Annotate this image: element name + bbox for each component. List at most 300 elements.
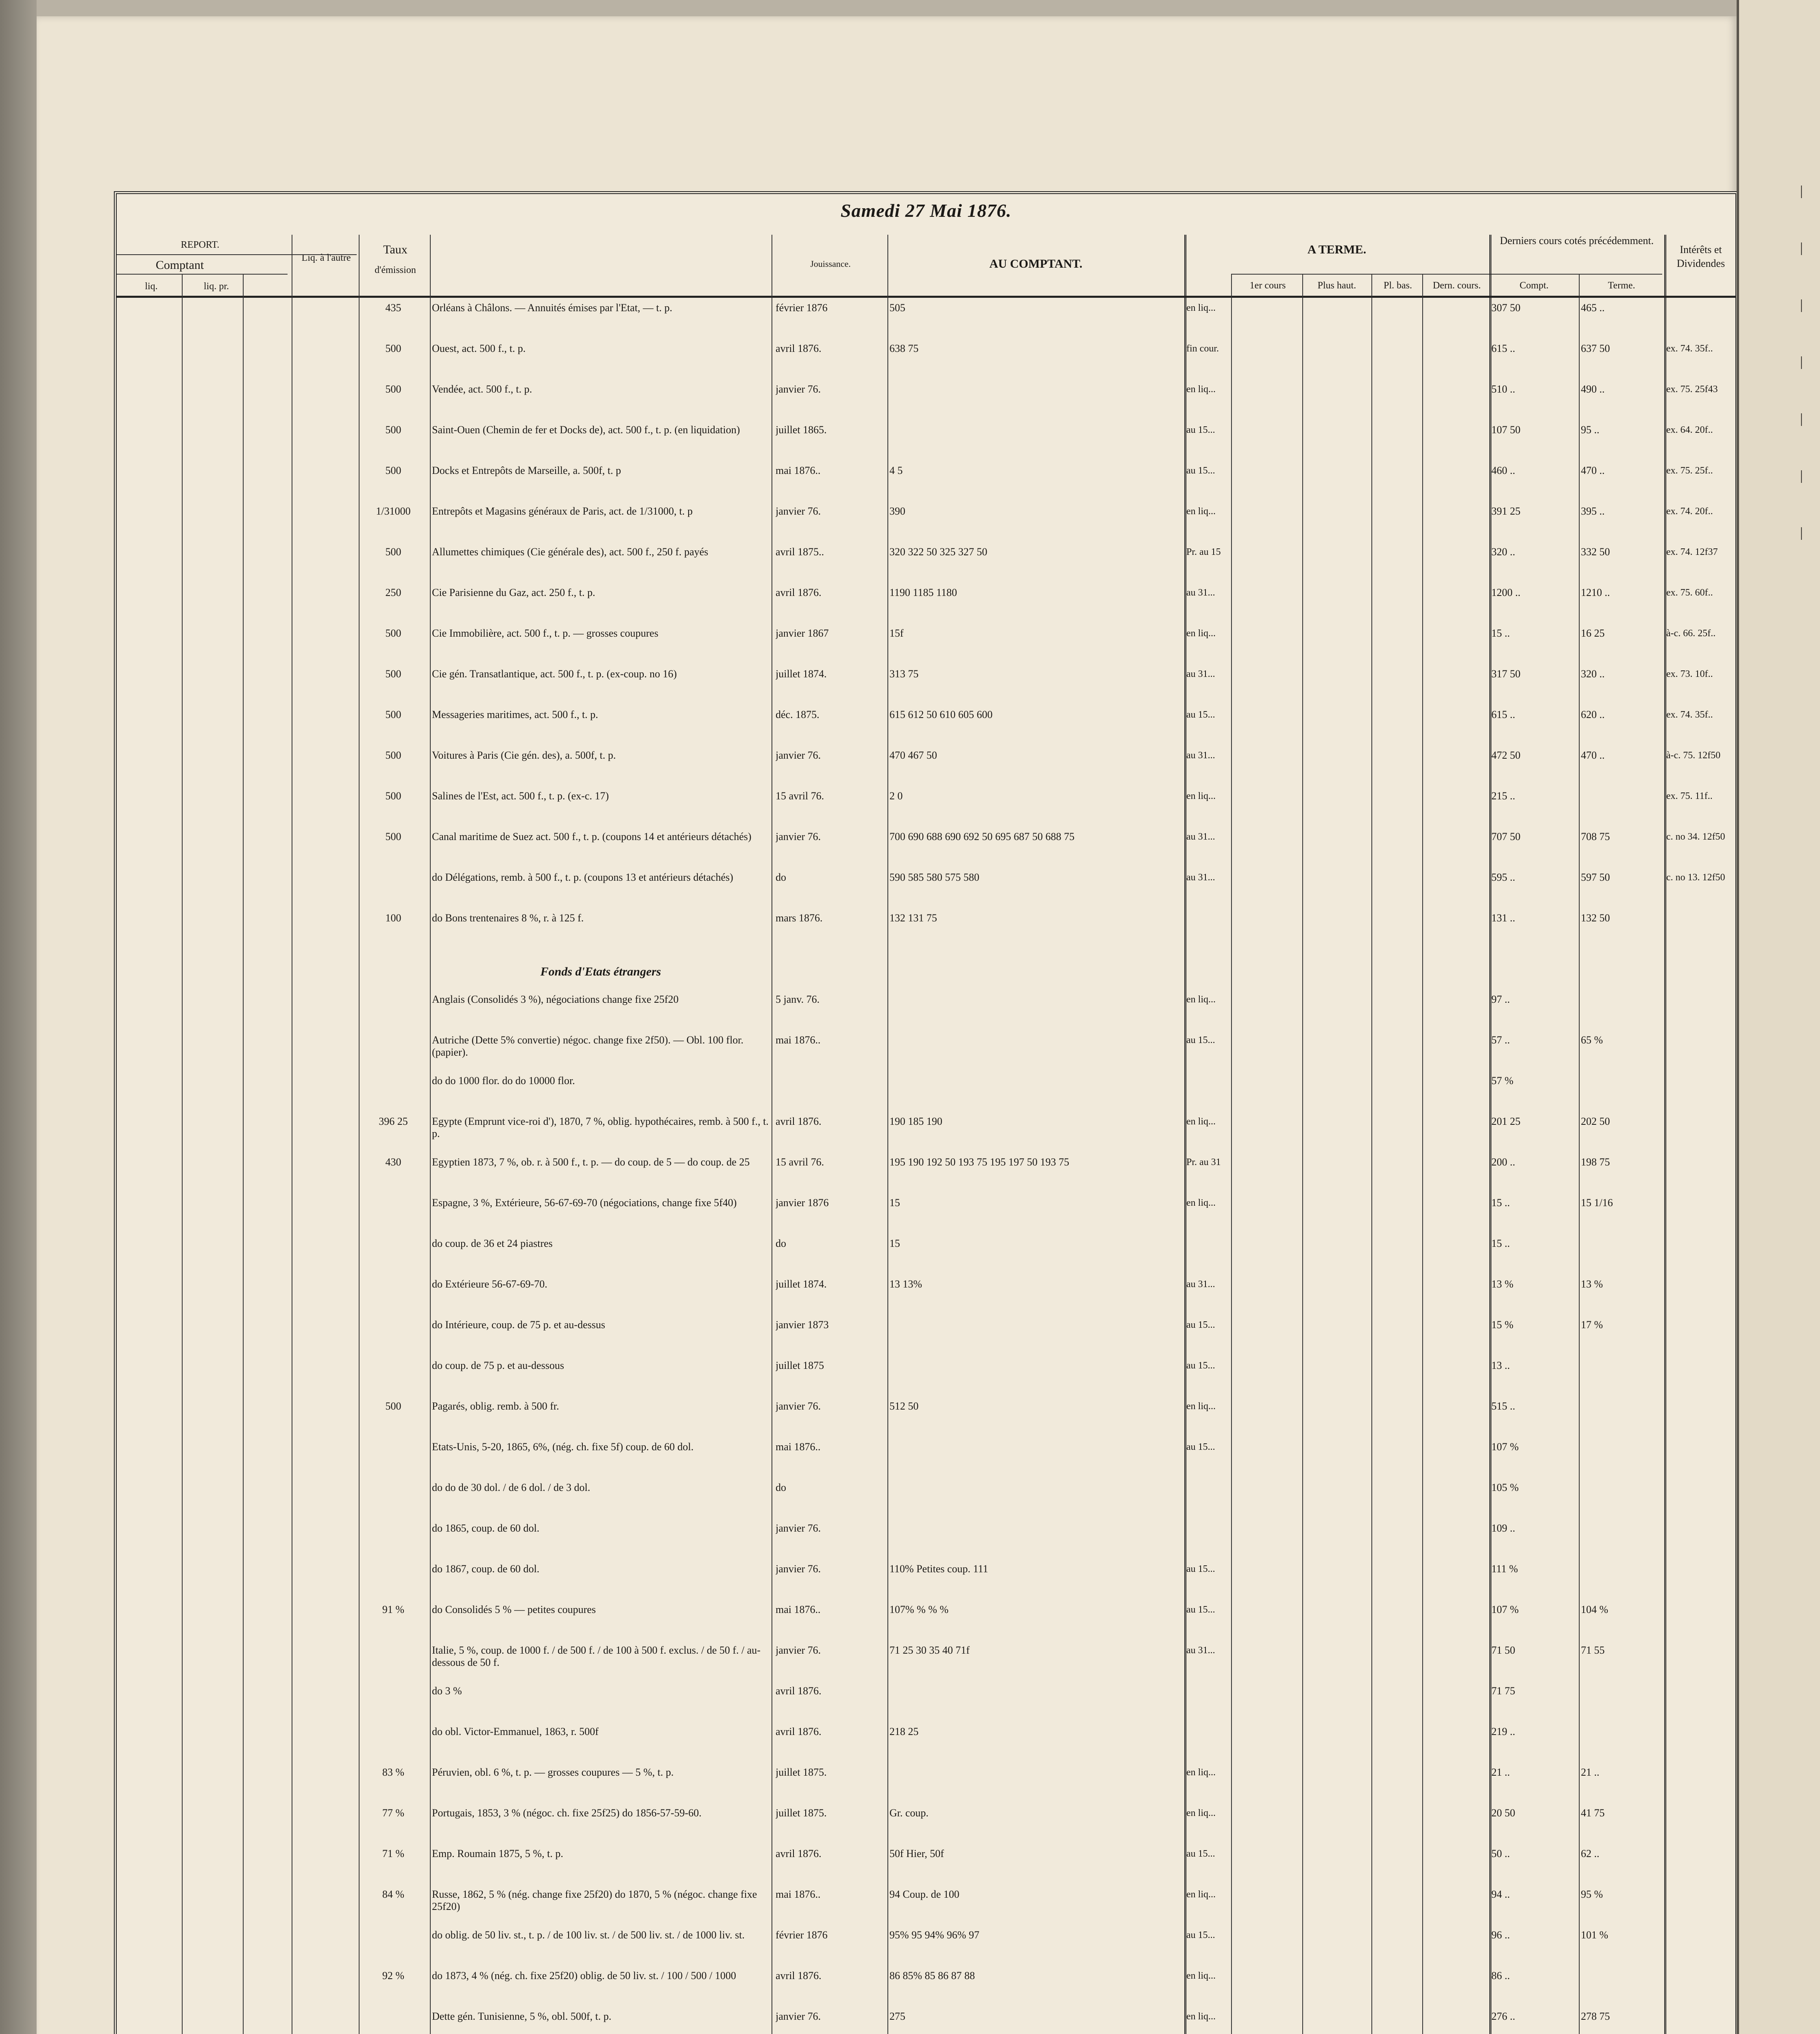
comptant-prices: 2 0 xyxy=(889,790,903,802)
jouissance-cell: juillet 1875. xyxy=(776,1807,827,1819)
table-row xyxy=(117,1766,1735,1807)
previous-terme: 41 75 xyxy=(1581,1807,1605,1819)
table-row xyxy=(117,1034,1735,1075)
table-row xyxy=(117,302,1735,343)
taux-cell: 77 % xyxy=(382,1807,405,1819)
terme-label: fin cour. xyxy=(1186,343,1219,354)
jouissance-cell: janvier 1867 xyxy=(776,627,829,639)
jouissance-cell: mai 1876.. xyxy=(776,1034,821,1046)
previous-terme: 597 50 xyxy=(1581,871,1610,883)
table-row xyxy=(117,465,1735,505)
header-rule xyxy=(117,274,288,275)
security-name: do obl. Victor-Emmanuel, 1863, r. 500f xyxy=(432,1726,599,1737)
taux-cell: 500 xyxy=(385,831,401,842)
jouissance-cell: mai 1876.. xyxy=(776,1441,821,1453)
taux-cell: 435 xyxy=(385,302,401,314)
jouissance-cell: février 1876 xyxy=(776,302,828,314)
jouissance-cell: déc. 1875. xyxy=(776,709,820,720)
header-terme: Terme. xyxy=(1608,280,1635,291)
security-name: Pagarés, oblig. remb. à 500 fr. xyxy=(432,1400,559,1412)
table-row xyxy=(117,993,1735,1034)
header-taux: Taux xyxy=(383,243,408,256)
table-row xyxy=(117,668,1735,709)
previous-comptant: 13 % xyxy=(1491,1278,1514,1290)
header-au-comptant: AU COMPTANT. xyxy=(989,257,1083,271)
terme-label: au 15... xyxy=(1186,1848,1215,1859)
previous-comptant: 107 50 xyxy=(1491,424,1521,436)
taux-cell: 500 xyxy=(385,749,401,761)
page-title: Samedi 27 Mai 1876. xyxy=(840,200,1012,221)
security-name: do Consolidés 5 % — petites coupures xyxy=(432,1604,596,1615)
jouissance-cell: do xyxy=(776,1482,786,1493)
terme-label: au 15... xyxy=(1186,1035,1215,1045)
document-page xyxy=(37,16,1737,2034)
previous-comptant: 21 .. xyxy=(1491,1766,1510,1778)
previous-comptant: 15 % xyxy=(1491,1319,1514,1331)
table-row xyxy=(117,1970,1735,2010)
security-name: Docks et Entrepôts de Marseille, a. 500f, t. p xyxy=(432,465,621,476)
header-dernier-cours: Dern. cours. xyxy=(1433,280,1481,291)
previous-terme: 104 % xyxy=(1581,1604,1609,1615)
terme-label: en liq... xyxy=(1186,1198,1216,1208)
previous-comptant: 307 50 xyxy=(1491,302,1521,314)
comptant-prices: Gr. coup. xyxy=(889,1807,929,1819)
security-name: Egyptien 1873, 7 %, ob. r. à 500 f., t. p. — do coup. de 5 — do coup. de 25 xyxy=(432,1156,750,1168)
table-row xyxy=(117,1929,1735,1970)
comptant-prices: 390 xyxy=(889,505,905,517)
previous-comptant: 391 25 xyxy=(1491,505,1521,517)
jouissance-cell: avril 1876. xyxy=(776,1848,822,1859)
next-page-edge xyxy=(1737,0,1820,2034)
table-row xyxy=(117,1888,1735,1929)
security-name: Ouest, act. 500 f., t. p. xyxy=(432,343,526,354)
dividend-cell: ex. 74. 35f.. xyxy=(1666,343,1713,354)
security-name: Cie Parisienne du Gaz, act. 250 f., t. p. xyxy=(432,587,595,598)
table-row xyxy=(117,1197,1735,1237)
comptant-prices: 50f Hier, 50f xyxy=(889,1848,944,1859)
jouissance-cell: 5 janv. 76. xyxy=(776,993,820,1005)
header-liq-terme: Liq. à l'autre xyxy=(301,253,351,263)
security-name: Cie gén. Transatlantique, act. 500 f., t. p. (ex-coup. no 16) xyxy=(432,668,677,680)
terme-label: en liq... xyxy=(1186,1116,1216,1127)
header-premier-cours: 1er cours xyxy=(1249,280,1286,291)
security-name: do oblig. de 50 liv. st., t. p. / de 100 liv. st. / de 500 liv. st. / de 1000 liv. st. xyxy=(432,1929,745,1941)
previous-terme: 465 .. xyxy=(1581,302,1605,314)
header-interets: Intérêts et Dividendes xyxy=(1676,244,1725,269)
table-row xyxy=(117,383,1735,424)
table-row xyxy=(117,1604,1735,1644)
table-row xyxy=(117,912,1735,953)
terme-label: en liq... xyxy=(1186,628,1216,639)
previous-comptant: 615 .. xyxy=(1491,343,1515,354)
previous-terme: 17 % xyxy=(1581,1319,1603,1331)
jouissance-cell: 15 avril 76. xyxy=(776,1156,824,1168)
security-name: Saint-Ouen (Chemin de fer et Docks de), act. 500 f., t. p. (en liquidation) xyxy=(432,424,740,436)
previous-terme: 62 .. xyxy=(1581,1848,1600,1859)
comptant-prices: 15 xyxy=(889,1237,900,1249)
previous-comptant: 615 .. xyxy=(1491,709,1515,720)
table-row xyxy=(117,871,1735,912)
security-name: Salines de l'Est, act. 500 f., t. p. (ex-c. 17) xyxy=(432,790,609,802)
terme-label: au 31... xyxy=(1186,750,1215,761)
comptant-prices: 512 50 xyxy=(889,1400,919,1412)
comptant-prices: 470 467 50 xyxy=(889,749,937,761)
table-row xyxy=(117,1237,1735,1278)
previous-comptant: 94 .. xyxy=(1491,1888,1510,1900)
terme-label: au 31... xyxy=(1186,669,1215,679)
previous-comptant: 317 50 xyxy=(1491,668,1521,680)
terme-label: en liq... xyxy=(1186,1808,1216,1818)
previous-terme: 1210 .. xyxy=(1581,587,1610,598)
dividend-cell: ex. 74. 35f.. xyxy=(1666,709,1713,720)
security-name: Orléans à Châlons. — Annuités émises par l'Etat, — t. p. xyxy=(432,302,673,314)
security-name: do Bons trentenaires 8 %, r. à 125 f. xyxy=(432,912,584,924)
security-name: do Extérieure 56-67-69-70. xyxy=(432,1278,547,1290)
taux-cell: 500 xyxy=(385,343,401,354)
taux-cell: 1/31000 xyxy=(376,505,411,517)
previous-comptant: 15 .. xyxy=(1491,627,1510,639)
security-name: do do de 30 dol. / de 6 dol. / de 3 dol. xyxy=(432,1482,591,1493)
jouissance-cell: janvier 1876 xyxy=(776,1197,829,1209)
jouissance-cell: janvier 76. xyxy=(776,383,821,395)
table-row xyxy=(117,587,1735,627)
dividend-cell: ex. 73. 10f.. xyxy=(1666,669,1713,679)
table-row xyxy=(117,505,1735,546)
book-binding xyxy=(0,0,37,2034)
security-name: Italie, 5 %, coup. de 1000 f. / de 500 f. / de 100 à 500 f. exclus. / de 50 f. / au-dessous de 50 f. xyxy=(432,1644,761,1668)
terme-label: en liq... xyxy=(1186,1889,1216,1900)
security-name: Voitures à Paris (Cie gén. des), a. 500f, t. p. xyxy=(432,749,616,761)
taux-cell: 500 xyxy=(385,668,401,680)
security-name: Anglais (Consolidés 3 %), négociations change fixe 25f20 xyxy=(432,993,679,1005)
security-name: do 3 % xyxy=(432,1685,462,1697)
security-name: do 1873, 4 % (nég. ch. fixe 25f20) oblig. de 50 liv. st. / 100 / 500 / 1000 xyxy=(432,1970,736,1982)
taux-cell: 500 xyxy=(385,1400,401,1412)
taux-cell: 500 xyxy=(385,465,401,476)
header-liq: liq. xyxy=(145,281,158,292)
taux-cell: 71 % xyxy=(382,1848,405,1859)
table-row xyxy=(117,1848,1735,1888)
table-row xyxy=(117,343,1735,383)
table-row xyxy=(117,1075,1735,1115)
jouissance-cell: 15 avril 76. xyxy=(776,790,824,802)
previous-comptant: 50 .. xyxy=(1491,1848,1510,1859)
terme-label: en liq... xyxy=(1186,384,1216,395)
header-derniers-cours: Derniers cours cotés précédemment. xyxy=(1500,235,1654,247)
comptant-prices: 505 xyxy=(889,302,905,314)
previous-comptant: 15 .. xyxy=(1491,1197,1510,1209)
terme-label: en liq... xyxy=(1186,994,1216,1005)
previous-terme: 15 1/16 xyxy=(1581,1197,1613,1209)
header-plus-haut: Plus haut. xyxy=(1317,280,1356,291)
comptant-prices: 4 5 xyxy=(889,465,903,476)
previous-terme: 198 75 xyxy=(1581,1156,1610,1168)
terme-label: au 31... xyxy=(1186,1279,1215,1290)
jouissance-cell: janvier 76. xyxy=(776,1400,821,1412)
table-row xyxy=(117,1360,1735,1400)
table-row xyxy=(117,1482,1735,1522)
security-name: Espagne, 3 %, Extérieure, 56-67-69-70 (négociations, change fixe 5f40) xyxy=(432,1197,737,1209)
comptant-prices: 313 75 xyxy=(889,668,919,680)
security-name: Cie Immobilière, act. 500 f., t. p. — grosses coupures xyxy=(432,627,658,639)
terme-label: en liq... xyxy=(1186,2011,1216,2022)
jouissance-cell: avril 1876. xyxy=(776,1115,822,1127)
previous-terme: 132 50 xyxy=(1581,912,1610,924)
previous-terme: 21 .. xyxy=(1581,1766,1600,1778)
dividend-cell: ex. 75. 25f.. xyxy=(1666,465,1713,476)
table-row xyxy=(117,1400,1735,1441)
table-row xyxy=(117,1319,1735,1360)
jouissance-cell: juillet 1875 xyxy=(776,1360,824,1371)
security-name: do do 1000 flor. do do 10000 flor. xyxy=(432,1075,575,1087)
jouissance-cell: janvier 76. xyxy=(776,749,821,761)
terme-label: au 15... xyxy=(1186,465,1215,476)
security-name: Egypte (Emprunt vice-roi d'), 1870, 7 %, oblig. hypothécaires, remb. à 500 f., t. p. xyxy=(432,1115,769,1139)
table-row xyxy=(117,1726,1735,1766)
jouissance-cell: do xyxy=(776,871,786,883)
taux-cell: 500 xyxy=(385,709,401,720)
previous-comptant: 97 .. xyxy=(1491,993,1510,1005)
taux-cell: 83 % xyxy=(382,1766,405,1778)
previous-terme: 65 % xyxy=(1581,1034,1603,1046)
header-jouissance: Jouissance. xyxy=(810,259,851,269)
jouissance-cell: juillet 1875. xyxy=(776,1766,827,1778)
dividend-cell: ex. 74. 20f.. xyxy=(1666,506,1713,517)
previous-comptant: 13 .. xyxy=(1491,1360,1510,1371)
taux-cell: 92 % xyxy=(382,1970,405,1982)
previous-comptant: 57 % xyxy=(1491,1075,1514,1087)
dividend-cell: ex. 75. 60f.. xyxy=(1666,587,1713,598)
comptant-prices: 275 xyxy=(889,2010,905,2022)
taux-cell: 500 xyxy=(385,383,401,395)
jouissance-cell: janvier 76. xyxy=(776,1522,821,1534)
previous-comptant: 595 .. xyxy=(1491,871,1515,883)
previous-comptant: 460 .. xyxy=(1491,465,1515,476)
terme-label: au 15... xyxy=(1186,1320,1215,1330)
previous-comptant: 707 50 xyxy=(1491,831,1521,842)
previous-comptant: 215 .. xyxy=(1491,790,1515,802)
previous-comptant: 20 50 xyxy=(1491,1807,1515,1819)
previous-comptant: 276 .. xyxy=(1491,2010,1515,2022)
previous-comptant: 105 % xyxy=(1491,1482,1519,1493)
security-name: Messageries maritimes, act. 500 f., t. p. xyxy=(432,709,598,720)
previous-terme: 71 55 xyxy=(1581,1644,1605,1656)
terme-label: au 31... xyxy=(1186,831,1215,842)
table-row xyxy=(117,1115,1735,1156)
terme-label: au 15... xyxy=(1186,1360,1215,1371)
comptant-prices: 110% Petites coup. 111 xyxy=(889,1563,988,1575)
security-name: Portugais, 1853, 3 % (négoc. ch. fixe 25f25) do 1856-57-59-60. xyxy=(432,1807,702,1819)
previous-comptant: 200 .. xyxy=(1491,1156,1515,1168)
terme-label: au 15... xyxy=(1186,709,1215,720)
previous-terme: 470 .. xyxy=(1581,465,1605,476)
header-liq-pr: liq. pr. xyxy=(203,281,229,292)
previous-terme: 637 50 xyxy=(1581,343,1610,354)
table-row xyxy=(117,1644,1735,1685)
header-plus-bas: Pl. bas. xyxy=(1383,280,1412,291)
security-name: Autriche (Dette 5% convertie) négoc. change fixe 2f50). — Obl. 100 flor. (papier). xyxy=(432,1034,744,1058)
previous-terme: 320 .. xyxy=(1581,668,1605,680)
previous-terme: 490 .. xyxy=(1581,383,1605,395)
jouissance-cell: mai 1876.. xyxy=(776,1604,821,1615)
terme-label: au 15... xyxy=(1186,1930,1215,1940)
terme-label: au 31... xyxy=(1186,872,1215,883)
dividend-cell: c. no 34. 12f50 xyxy=(1666,831,1725,842)
dividend-cell: à-c. 66. 25f.. xyxy=(1666,628,1716,639)
page-edge-marks: | | | | | | | xyxy=(1800,183,1803,540)
terme-label: au 15... xyxy=(1186,1442,1215,1452)
table-row xyxy=(117,790,1735,831)
table-row xyxy=(117,424,1735,465)
table-row xyxy=(117,546,1735,587)
previous-comptant: 57 .. xyxy=(1491,1034,1510,1046)
security-name: do coup. de 36 et 24 piastres xyxy=(432,1237,553,1249)
taux-cell: 430 xyxy=(385,1156,401,1168)
previous-terme: 95 % xyxy=(1581,1888,1603,1900)
jouissance-cell: avril 1876. xyxy=(776,1726,822,1737)
previous-comptant: 109 .. xyxy=(1491,1522,1515,1534)
security-name: do 1867, coup. de 60 dol. xyxy=(432,1563,540,1575)
table-row xyxy=(117,1563,1735,1604)
terme-label: au 31... xyxy=(1186,1645,1215,1656)
security-name: Dette gén. Tunisienne, 5 %, obl. 500f, t. p. xyxy=(432,2010,612,2022)
taux-cell: 500 xyxy=(385,627,401,639)
jouissance-cell: juillet 1874. xyxy=(776,1278,827,1290)
taux-cell: 500 xyxy=(385,546,401,558)
header-rule xyxy=(117,254,357,255)
jouissance-cell: avril 1876. xyxy=(776,1685,822,1697)
previous-comptant: 111 % xyxy=(1491,1563,1518,1575)
security-name: Etats-Unis, 5-20, 1865, 6%, (nég. ch. fixe 5f) coup. de 60 dol. xyxy=(432,1441,694,1453)
table-row xyxy=(117,1441,1735,1482)
jouissance-cell: janvier 76. xyxy=(776,2010,821,2022)
comptant-prices: 86 85% 85 86 87 88 xyxy=(889,1970,975,1982)
jouissance-cell: mai 1876.. xyxy=(776,465,821,476)
comptant-prices: 615 612 50 610 605 600 xyxy=(889,709,993,720)
taux-cell: 100 xyxy=(385,912,401,924)
previous-terme: 16 25 xyxy=(1581,627,1605,639)
jouissance-cell: avril 1876. xyxy=(776,1970,822,1982)
terme-label: en liq... xyxy=(1186,303,1216,313)
table-row xyxy=(117,1522,1735,1563)
jouissance-cell: do xyxy=(776,1237,786,1249)
previous-terme: 101 % xyxy=(1581,1929,1609,1941)
header-a-terme: A TERME. xyxy=(1307,243,1367,256)
terme-label: Pr. au 15 xyxy=(1186,547,1221,557)
header-compt: Compt. xyxy=(1519,280,1549,291)
terme-label: au 31... xyxy=(1186,587,1215,598)
previous-comptant: 107 % xyxy=(1491,1441,1519,1453)
previous-comptant: 515 .. xyxy=(1491,1400,1515,1412)
terme-label: en liq... xyxy=(1186,1971,1216,1981)
terme-label: en liq... xyxy=(1186,1401,1216,1412)
jouissance-cell: janvier 1873 xyxy=(776,1319,829,1331)
comptant-prices: 13 13% xyxy=(889,1278,922,1290)
taux-cell: 500 xyxy=(385,790,401,802)
jouissance-cell: janvier 76. xyxy=(776,505,821,517)
previous-terme: 95 .. xyxy=(1581,424,1600,436)
dividend-cell: c. no 13. 12f50 xyxy=(1666,872,1725,883)
dividend-cell: ex. 74. 12f37 xyxy=(1666,547,1718,557)
jouissance-cell: juillet 1874. xyxy=(776,668,827,680)
previous-comptant: 71 75 xyxy=(1491,1685,1515,1697)
terme-label: au 15... xyxy=(1186,1564,1215,1574)
jouissance-cell: janvier 76. xyxy=(776,1563,821,1575)
section-heading: Fonds d'Etats étrangers xyxy=(540,965,661,978)
security-name: do 1865, coup. de 60 dol. xyxy=(432,1522,540,1534)
dividend-cell: ex. 64. 20f.. xyxy=(1666,425,1713,435)
security-name: do Intérieure, coup. de 75 p. et au-dessus xyxy=(432,1319,605,1331)
comptant-prices: 190 185 190 xyxy=(889,1115,942,1127)
comptant-prices: 15 xyxy=(889,1197,900,1209)
header-rule xyxy=(1231,274,1491,275)
taux-cell: 91 % xyxy=(382,1604,405,1615)
previous-comptant: 510 .. xyxy=(1491,383,1515,395)
table-header xyxy=(117,235,1735,298)
jouissance-cell: avril 1876. xyxy=(776,587,822,598)
quotation-table xyxy=(114,191,1738,2034)
previous-terme: 202 50 xyxy=(1581,1115,1610,1127)
comptant-prices: 132 131 75 xyxy=(889,912,937,924)
dividend-cell: ex. 75. 11f.. xyxy=(1666,791,1713,801)
previous-comptant: 71 50 xyxy=(1491,1644,1515,1656)
previous-comptant: 320 .. xyxy=(1491,546,1515,558)
table-body xyxy=(117,298,1735,2034)
previous-comptant: 219 .. xyxy=(1491,1726,1515,1737)
comptant-prices: 638 75 xyxy=(889,343,919,354)
header-report: REPORT. xyxy=(181,240,220,250)
table-row xyxy=(117,627,1735,668)
jouissance-cell: avril 1875.. xyxy=(776,546,824,558)
table-row xyxy=(117,2010,1735,2034)
table-row xyxy=(117,1156,1735,1197)
taux-cell: 250 xyxy=(385,587,401,598)
jouissance-cell: mai 1876.. xyxy=(776,1888,821,1900)
comptant-prices: 320 322 50 325 327 50 xyxy=(889,546,987,558)
security-name: Allumettes chimiques (Cie générale des), act. 500 f., 250 f. payés xyxy=(432,546,708,558)
jouissance-cell: janvier 76. xyxy=(776,831,821,842)
taux-cell: 84 % xyxy=(382,1888,405,1900)
jouissance-cell: mars 1876. xyxy=(776,912,823,924)
previous-terme: 395 .. xyxy=(1581,505,1605,517)
security-name: Emp. Roumain 1875, 5 %, t. p. xyxy=(432,1848,563,1859)
security-name: Péruvien, obl. 6 %, t. p. — grosses coupures — 5 %, t. p. xyxy=(432,1766,674,1778)
table-row xyxy=(117,1685,1735,1726)
previous-comptant: 472 50 xyxy=(1491,749,1521,761)
previous-terme: 13 % xyxy=(1581,1278,1603,1290)
table-row xyxy=(117,831,1735,871)
previous-comptant: 86 .. xyxy=(1491,1970,1510,1982)
previous-terme: 708 75 xyxy=(1581,831,1610,842)
taux-cell: 500 xyxy=(385,424,401,436)
comptant-prices: 218 25 xyxy=(889,1726,919,1737)
terme-label: au 15... xyxy=(1186,425,1215,435)
previous-terme: 278 75 xyxy=(1581,2010,1610,2022)
taux-cell: 396 25 xyxy=(379,1115,408,1127)
header-rule xyxy=(1491,274,1662,275)
terme-label: en liq... xyxy=(1186,506,1216,517)
security-name: Entrepôts et Magasins généraux de Paris, act. de 1/31000, t. p xyxy=(432,505,693,517)
jouissance-cell: janvier 76. xyxy=(776,1644,821,1656)
table-row xyxy=(117,1807,1735,1848)
table-row xyxy=(117,709,1735,749)
security-name: do coup. de 75 p. et au-dessous xyxy=(432,1360,564,1371)
terme-label: en liq... xyxy=(1186,791,1216,801)
terme-label: en liq... xyxy=(1186,1767,1216,1778)
comptant-prices: 94 Coup. de 100 xyxy=(889,1888,959,1900)
security-name: Canal maritime de Suez act. 500 f., t. p. (coupons 14 et antérieurs détachés) xyxy=(432,831,752,842)
previous-terme: 332 50 xyxy=(1581,546,1610,558)
